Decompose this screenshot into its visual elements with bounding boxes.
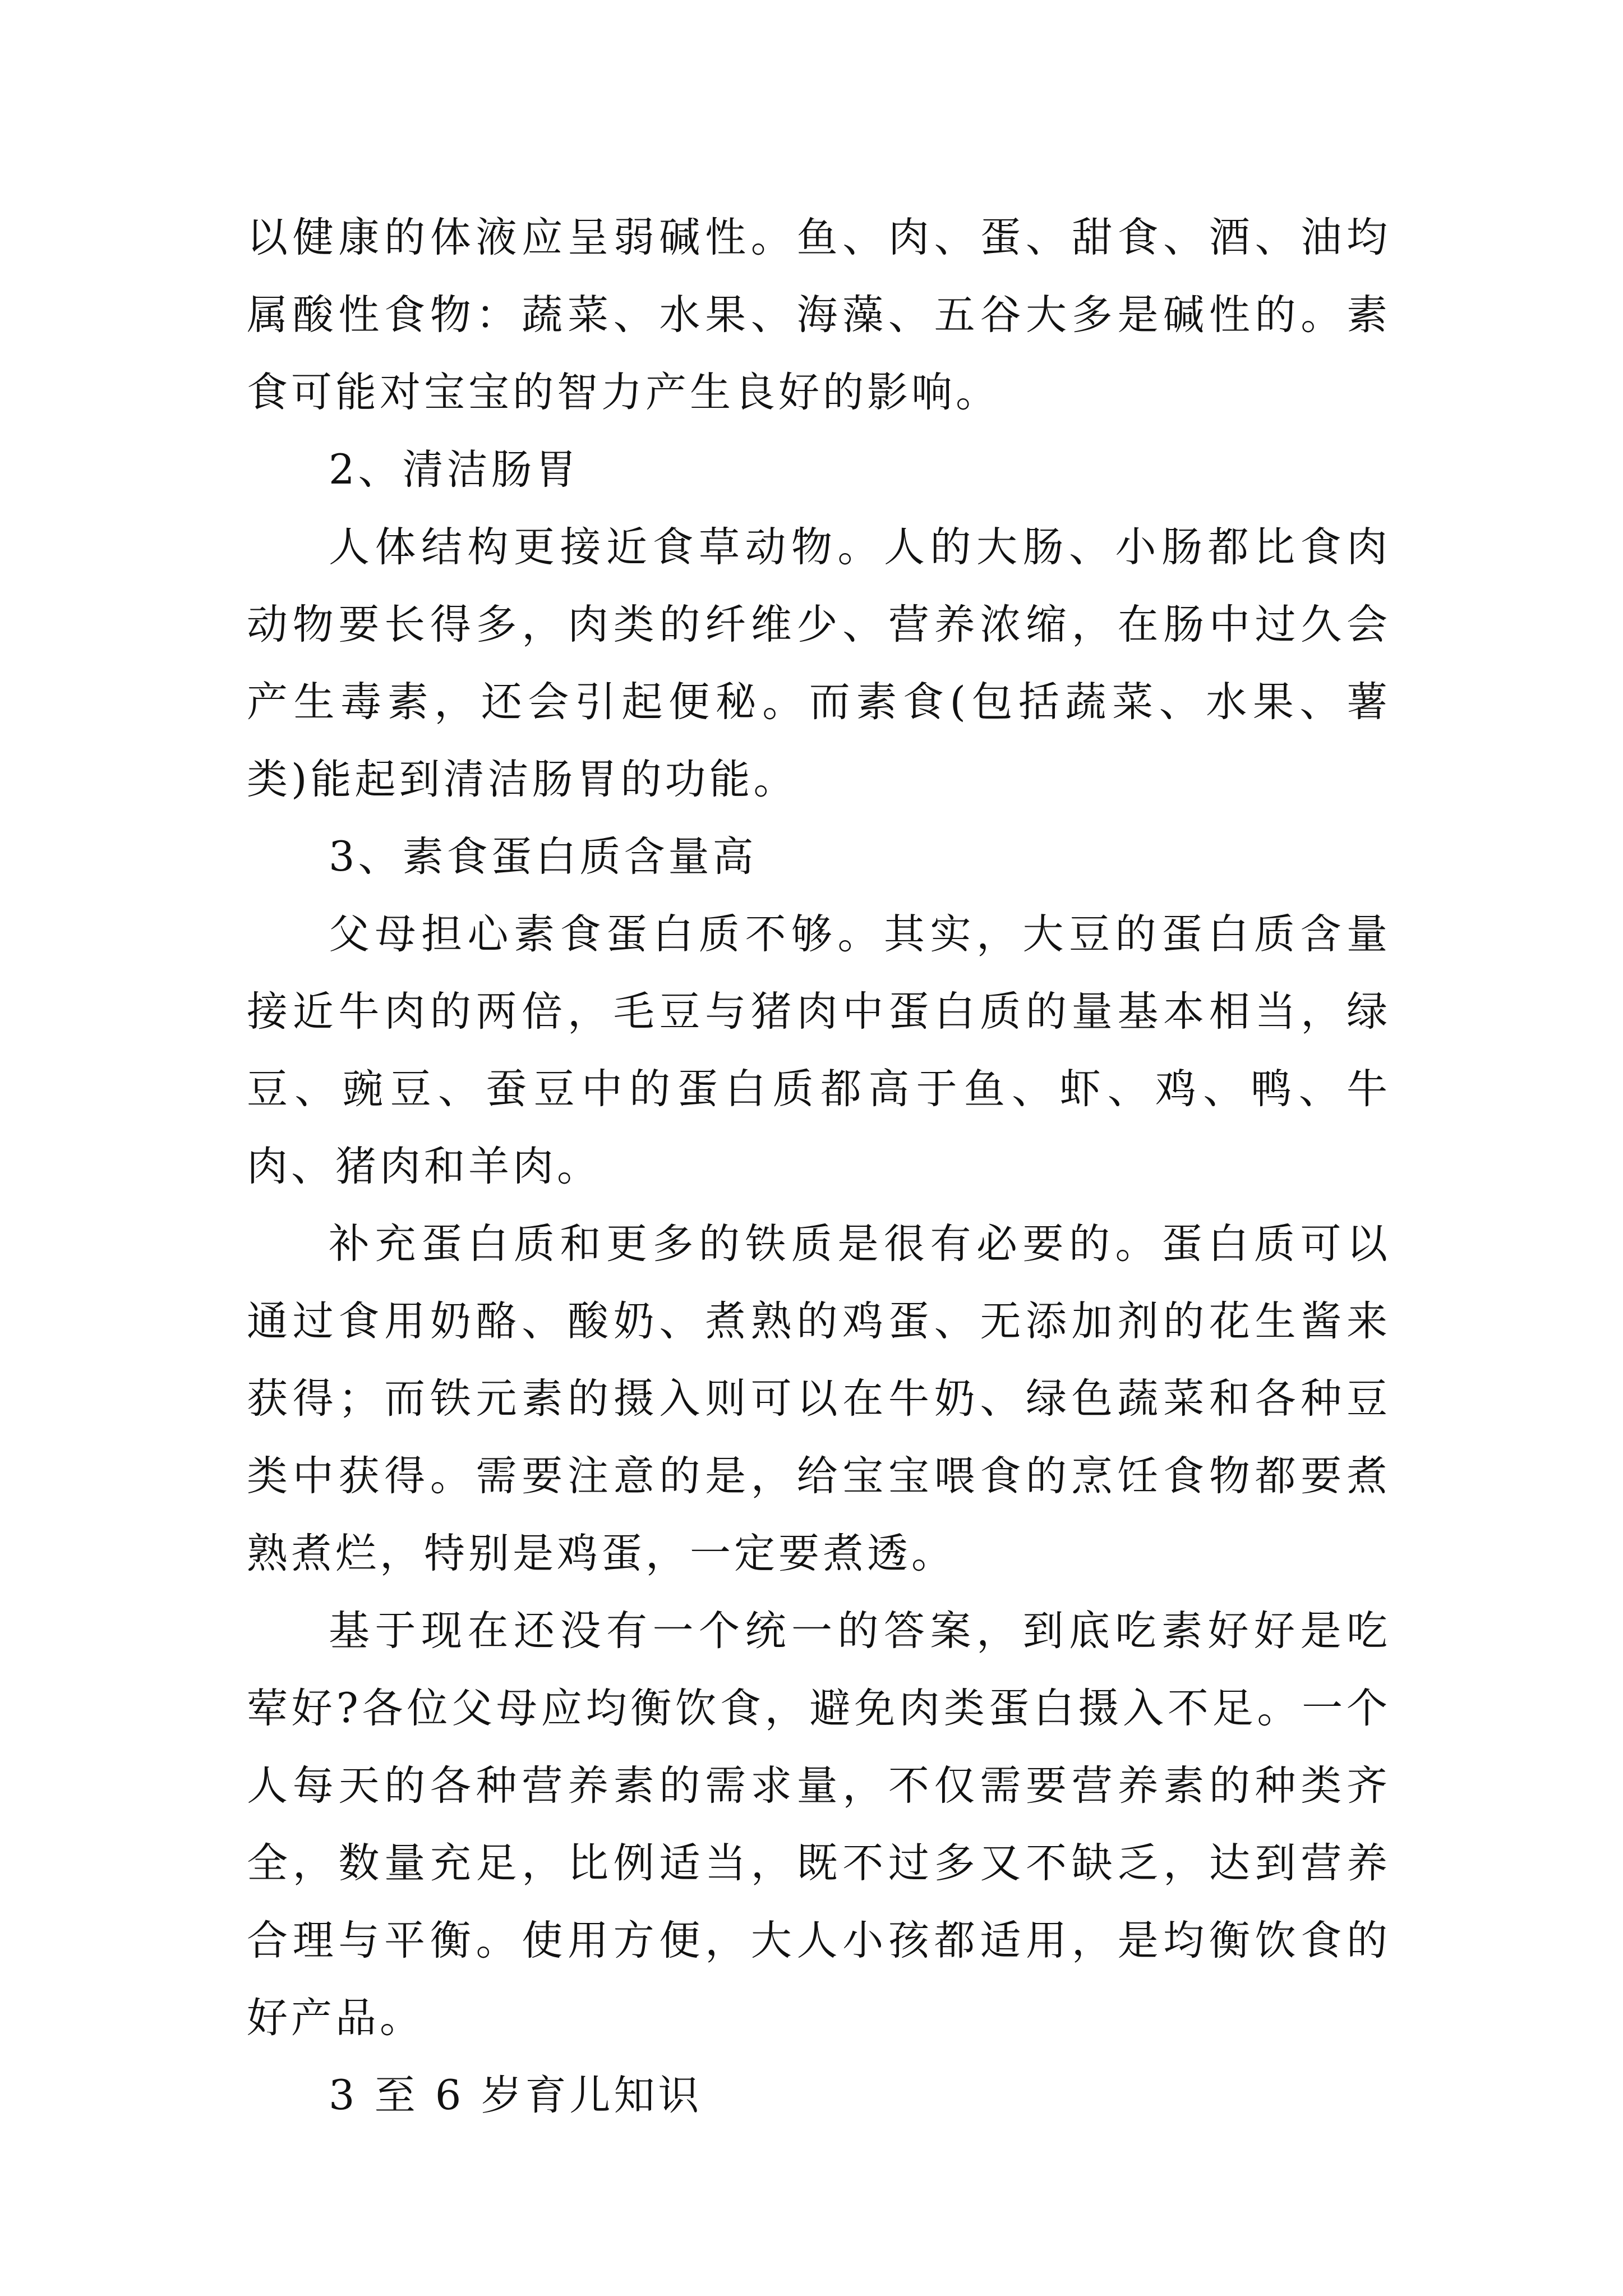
paragraph-clean-stomach: 人体结构更接近食草动物。人的大肠、小肠都比食肉动物要长得多，肉类的纤维少、营养浓缩，在肠中过久会产生毒素，还会引起便秘。而素食(包括蔬菜、水果、薯类)能起到清洁肠胃的功能。 (247, 523, 1391, 803)
document-body (247, 199, 1391, 2134)
paragraph-balanced-diet: 基于现在还没有一个统一的答案，到底吃素好好是吃荤好?各位父母应均衡饮食，避免肉类蛋白摄入不足。一个人每天的各种营养素的需求量，不仅需要营养素的种类齐全，数量充足，比例适当，既不过多又不缺乏，达到营养合理与平衡。使用方便，大人小孩都适用，是均衡饮食的好产品。 (247, 1607, 1391, 2042)
paragraph-protein: 父母担心素食蛋白质不够。其实，大豆的蛋白质含量接近牛肉的两倍，毛豆与猪肉中蛋白质的量基本相当，绿豆、豌豆、蚕豆中的蛋白质都高于鱼、虾、鸡、鸭、牛肉、猪肉和羊肉。 (247, 910, 1391, 1190)
paragraph-continuation: 以健康的体液应呈弱碱性。鱼、肉、蛋、甜食、酒、油均属酸性食物：蔬菜、水果、海藻、五谷大多是碱性的。素食可能对宝宝的智力产生良好的影响。 (247, 214, 1391, 416)
section-heading-parenting: 3 至 6 岁育儿知识 (329, 2072, 703, 2119)
section-heading-clean-stomach: 2、清洁肠胃 (329, 446, 580, 494)
paragraph-iron: 补充蛋白质和更多的铁质是很有必要的。蛋白质可以通过食用奶酪、酸奶、煮熟的鸡蛋、无添加剂的花生酱来获得；而铁元素的摄入则可以在牛奶、绿色蔬菜和各种豆类中获得。需要注意的是，给宝宝喂食的烹饪食物都要煮熟煮烂，特别是鸡蛋，一定要煮透。 (247, 1220, 1391, 1577)
section-heading-protein: 3、素食蛋白质含量高 (329, 833, 757, 881)
